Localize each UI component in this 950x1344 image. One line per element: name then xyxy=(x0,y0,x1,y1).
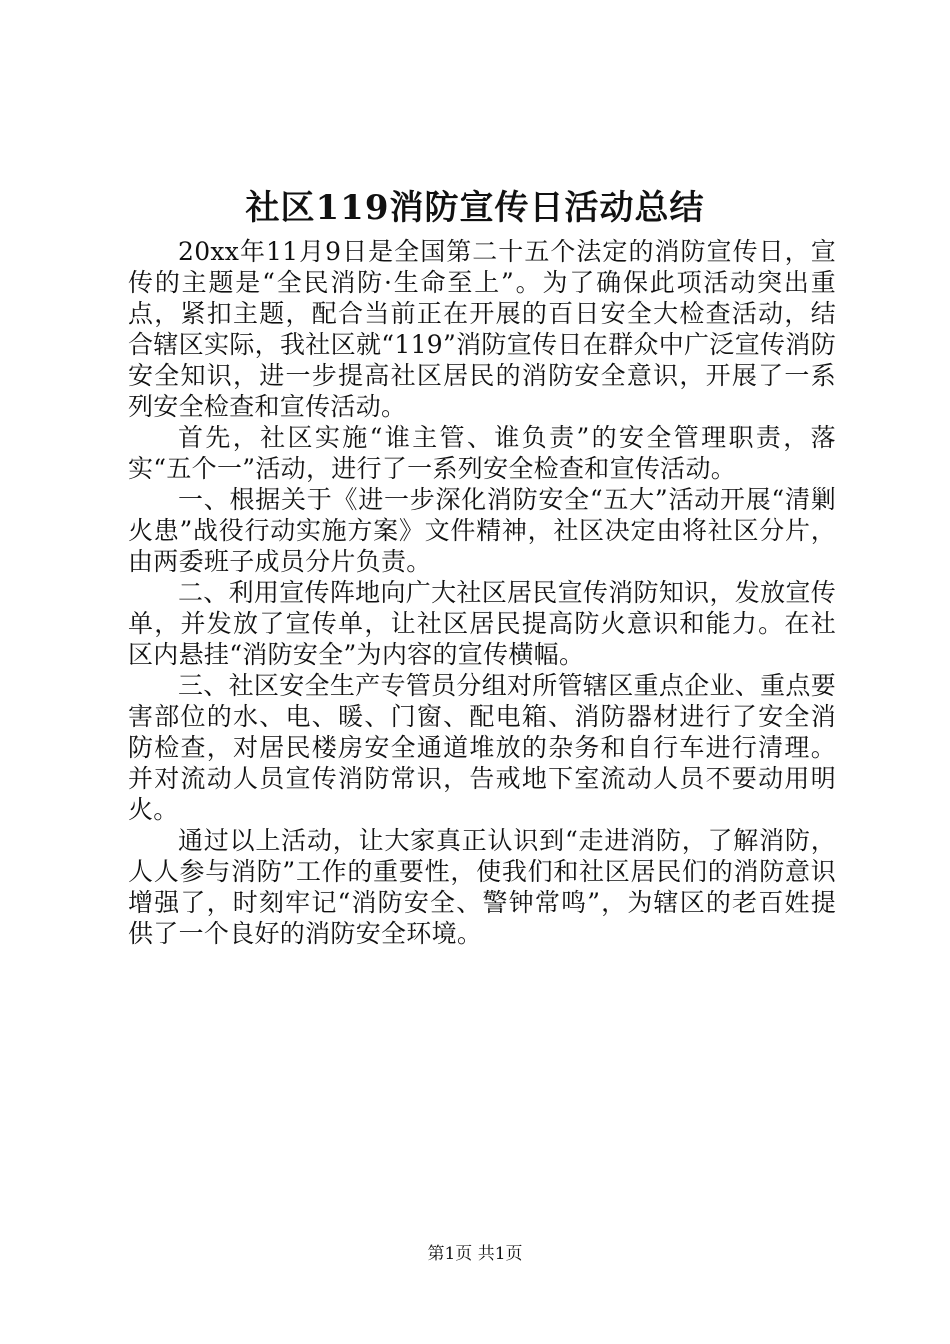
paragraph-item-one: 一、根据关于《进一步深化消防安全“五大”活动开展“清剿火患”战役行动实施方案》文件精神，社区决定由将社区分片，由两委班子成员分片负责。 xyxy=(128,485,836,576)
document-title: 社区119消防宣传日活动总结 xyxy=(245,188,705,228)
paragraph-intro: 20xx年11月9日是全国第二十五个法定的消防宣传日，宣传的主题是“全民消防·生命至上”。为了确保此项活动突出重点，紧扣主题，配合当前正在开展的百日安全大检查活动，结合辖区实际，我社区就“119”消防宣传日在群众中广泛宣传消防安全知识，进一步提高社区居民的消防安全意识，开展了一系列安全检查和宣传活动。 xyxy=(128,237,836,421)
document-body xyxy=(128,236,836,949)
page-footer: 第1页 共1页 xyxy=(427,1244,523,1264)
paragraph-item-three: 三、社区安全生产专管员分组对所管辖区重点企业、重点要害部位的水、电、暖、门窗、配电箱、消防器材进行了安全消防检查，对居民楼房安全通道堆放的杂务和自行车进行清理。并对流动人员宣传消防常识，告戒地下室流动人员不要动用明火。 xyxy=(128,671,836,824)
paragraph-conclusion: 通过以上活动，让大家真正认识到“走进消防，了解消防，人人参与消防”工作的重要性，使我们和社区居民们的消防意识增强了，时刻牢记“消防安全、警钟常鸣”，为辖区的老百姓提供了一个良好的消防安全环境。 xyxy=(128,826,836,948)
paragraph-item-two: 二、利用宣传阵地向广大社区居民宣传消防知识，发放宣传单，并发放了宣传单，让社区居民提高防火意识和能力。在社区内悬挂“消防安全”为内容的宣传横幅。 xyxy=(128,578,836,669)
paragraph-first: 首先，社区实施“谁主管、谁负责”的安全管理职责，落实“五个一”活动，进行了一系列安全检查和宣传活动。 xyxy=(128,423,836,483)
